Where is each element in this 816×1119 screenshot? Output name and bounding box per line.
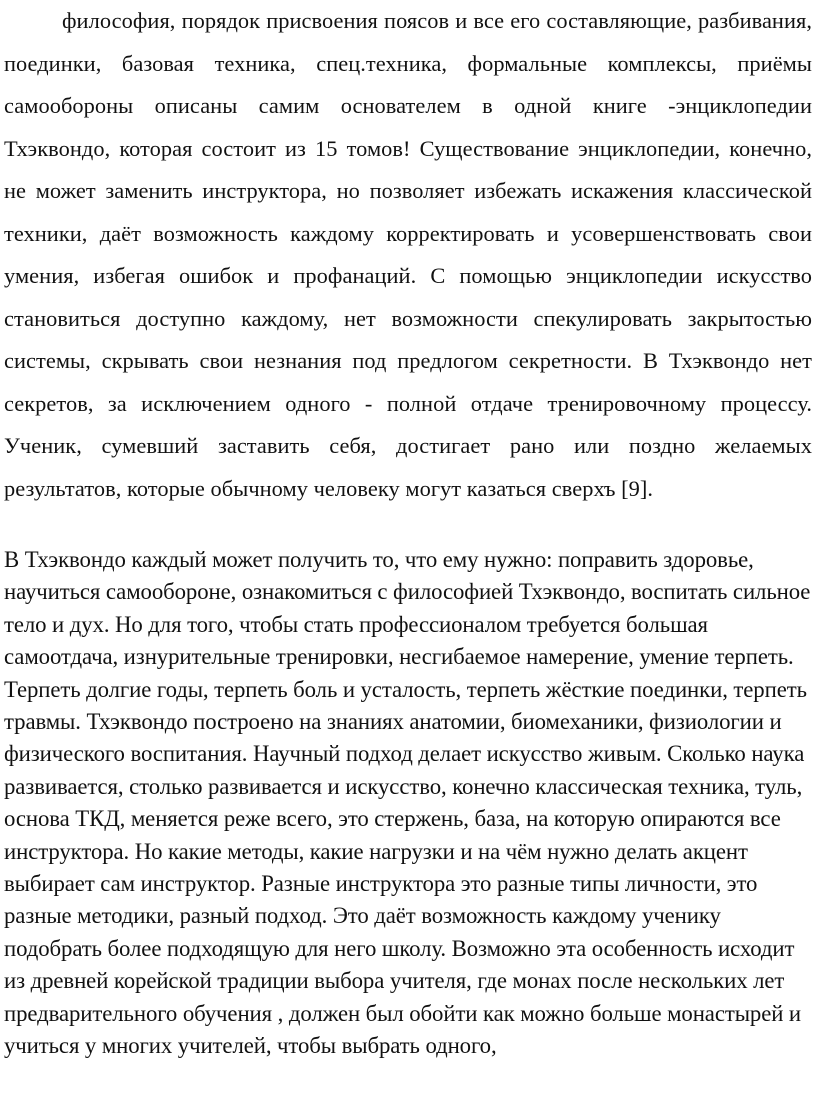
- paragraph-encyclopedia: философия, порядок присвоения поясов и все его составляющие, разбивания, поединки, базовая техника, спец.техника, формальные комплексы, приёмы самообороны описаны самим основателем в одной книге -энциклопедии Тхэквондо, которая состоит из 15 томов! Существование энциклопедии, конечно, не может заменить инструктора, но позволяет избежать искажения классической техники, даёт возможность каждому корректировать и усовершенствовать свои умения, избегая ошибок и профанаций. С помощью энциклопедии искусство становиться доступно каждому, нет возможности спекулировать закрытостью системы, скрывать свои незнания под предлогом секретности. В Тхэквондо нет секретов, за исключением одного - полной отдаче тренировочному процессу. Ученик, сумевший заставить себя, достигает рано или поздно желаемых результатов, которые обычному человеку могут казаться сверхъ [9].: [4, 8, 812, 501]
- paragraph-taekwondo-training: В Тхэквондо каждый может получить то, что ему нужно: поправить здоровье, научиться самообороне, ознакомиться с философией Тхэквондо, воспитать сильное тело и дух. Но для того, чтобы стать профессионалом требуется большая самоотдача, изнурительные тренировки, несгибаемое намерение, умение терпеть. Терпеть долгие годы, терпеть боль и усталость, терпеть жёсткие поединки, терпеть травмы. Тхэквондо построено на знаниях анатомии, биомеханики, физиологии и физического воспитания. Научный подход делает искусство живым. Сколько наука развивается, столько развивается и искусство, конечно классическая техника, туль, основа ТКД, меняется реже всего, это стержень, база, на которую опираются все инструктора. Но какие методы, какие нагрузки и на чём нужно делать акцент выбирает сам инструктор. Разные инструктора это разные типы личности, это разные методики, разный подход. Это даёт возможность каждому ученику подобрать более подходящую для него школу. Возможно эта особенность исходит из древней корейской традиции выбора учителя, где монах после нескольких лет предварительного обучения , должен был обойти как можно больше монастырей и учиться у многих учителей, чтобы выбрать одного,: [4, 547, 811, 1059]
